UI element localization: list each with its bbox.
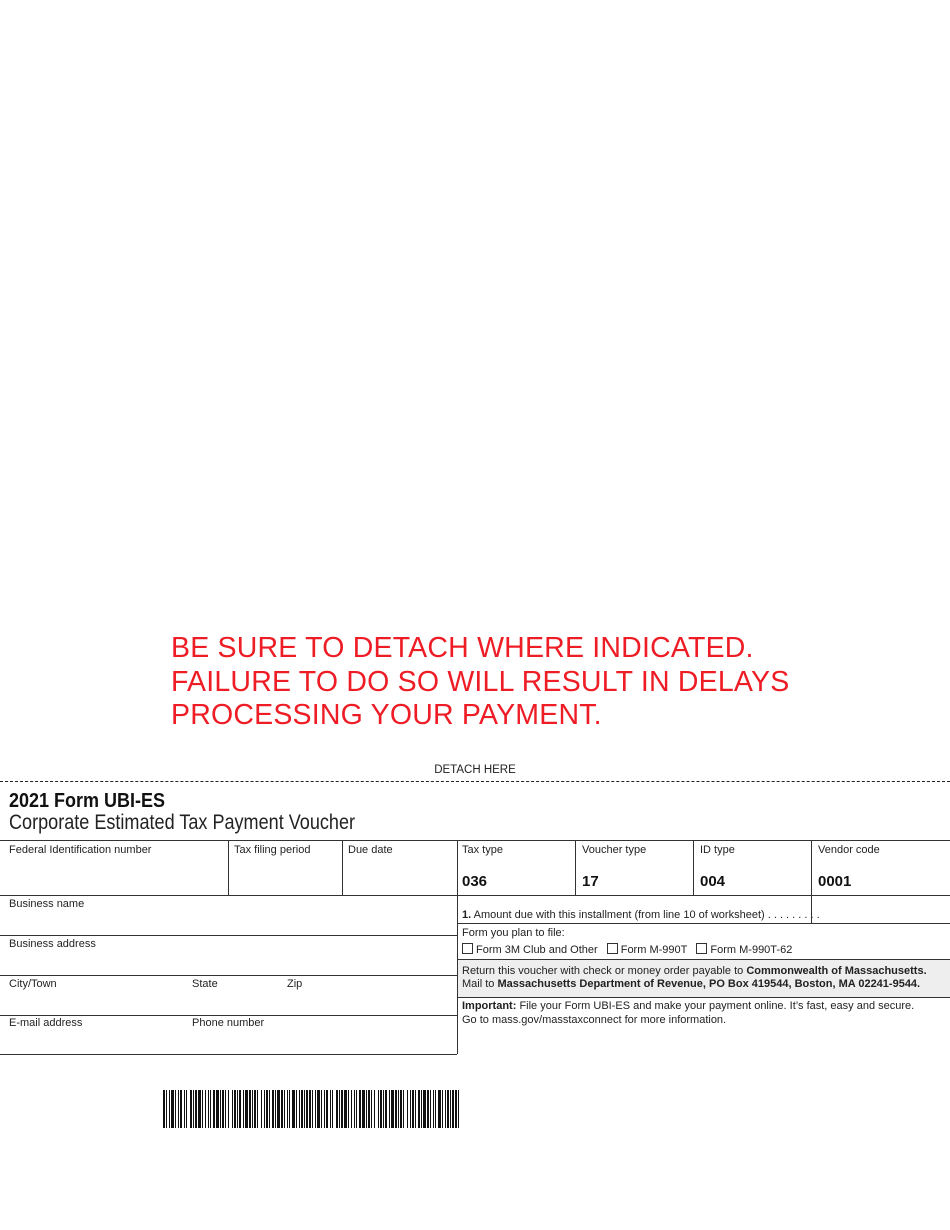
barcode-bar bbox=[266, 1090, 268, 1128]
tax-type-label: Tax type bbox=[462, 844, 503, 856]
tax-type-value: 036 bbox=[462, 873, 488, 890]
barcode-bar bbox=[344, 1090, 347, 1128]
barcode-bar bbox=[400, 1090, 402, 1128]
barcode-bar bbox=[213, 1090, 215, 1128]
form-subtitle: Corporate Estimated Tax Payment Voucher bbox=[9, 811, 356, 834]
barcode-bar bbox=[445, 1090, 446, 1128]
barcode-bar bbox=[391, 1090, 394, 1128]
payee-name: Commonwealth of Massachusetts. bbox=[746, 965, 927, 977]
barcode-bar bbox=[421, 1090, 422, 1128]
barcode-bar bbox=[383, 1090, 384, 1128]
barcode-bar bbox=[186, 1090, 187, 1128]
zip-label: Zip bbox=[287, 978, 303, 990]
state-label: State bbox=[192, 978, 218, 990]
barcode-bar bbox=[184, 1090, 185, 1128]
id-type-value: 004 bbox=[700, 873, 726, 890]
plan-to-file-options bbox=[462, 943, 798, 956]
barcode-bar bbox=[169, 1090, 170, 1128]
voucher-type-value: 17 bbox=[582, 873, 599, 890]
barcode-bar bbox=[205, 1090, 206, 1128]
barcode-bar bbox=[222, 1090, 224, 1128]
barcode-bar bbox=[309, 1090, 311, 1128]
barcode-bar bbox=[410, 1090, 411, 1128]
barcode-bar bbox=[269, 1090, 270, 1128]
barcode-bar bbox=[277, 1090, 280, 1128]
barcode-bar bbox=[249, 1090, 251, 1128]
barcode-bar bbox=[403, 1090, 404, 1128]
option-m-990t[interactable] bbox=[607, 944, 688, 956]
mailing-line-1 bbox=[462, 965, 927, 977]
barcode-bar bbox=[306, 1090, 308, 1128]
barcode-bar bbox=[195, 1090, 197, 1128]
vendor-code-value: 0001 bbox=[818, 873, 852, 890]
barcode-bar bbox=[385, 1090, 387, 1128]
vendor-code-label: Vendor code bbox=[818, 844, 880, 856]
barcode-bar bbox=[315, 1090, 316, 1128]
mailing-address: Massachusetts Department of Revenue, PO Box 419544, Boston, MA 02241-9544. bbox=[497, 978, 921, 990]
barcode-bar bbox=[257, 1090, 258, 1128]
barcode-bar bbox=[359, 1090, 361, 1128]
amount-due-label: Amount due with this installment (from line 10 of worksheet) . . . . . . . . . bbox=[473, 909, 820, 921]
barcode-bar bbox=[351, 1090, 352, 1128]
detach-warning bbox=[171, 632, 789, 733]
id-type-label: ID type bbox=[700, 844, 735, 856]
detach-dashed-line bbox=[0, 781, 950, 782]
barcode-bar bbox=[178, 1090, 179, 1128]
barcode-bar bbox=[261, 1090, 262, 1128]
barcode-bar bbox=[281, 1090, 283, 1128]
barcode-bar bbox=[252, 1090, 253, 1128]
barcode-bar bbox=[296, 1090, 297, 1128]
barcode-bar bbox=[435, 1090, 436, 1128]
barcode-bar bbox=[292, 1090, 295, 1128]
plan-to-file-label: Form you plan to file: bbox=[462, 927, 565, 939]
barcode-bar bbox=[407, 1090, 408, 1128]
barcode-bar bbox=[210, 1090, 211, 1128]
email-label: E-mail address bbox=[9, 1017, 83, 1029]
checkbox-m-990t-62[interactable] bbox=[696, 943, 707, 954]
barcode-bar bbox=[339, 1090, 340, 1128]
barcode-bar bbox=[427, 1090, 429, 1128]
barcode-bar bbox=[171, 1090, 174, 1128]
mailing-line-2-prefix: Mail to bbox=[462, 978, 498, 990]
barcode-bar bbox=[289, 1090, 290, 1128]
barcode-bar bbox=[193, 1090, 194, 1128]
barcode-bar bbox=[362, 1090, 365, 1128]
barcode-bar bbox=[341, 1090, 343, 1128]
barcode-bar bbox=[198, 1090, 201, 1128]
barcode-bar bbox=[412, 1090, 414, 1128]
barcode-bar bbox=[336, 1090, 338, 1128]
warning-line-1: BE SURE TO DETACH WHERE INDICATED. bbox=[171, 632, 754, 664]
barcode-bar bbox=[354, 1090, 355, 1128]
barcode-bar bbox=[380, 1090, 382, 1128]
barcode-bar bbox=[450, 1090, 451, 1128]
barcode-bar bbox=[321, 1090, 322, 1128]
tax-filing-period-label: Tax filing period bbox=[234, 844, 311, 856]
option-m-990t-62-label: Form M-990T-62 bbox=[710, 944, 793, 956]
barcode-bar bbox=[190, 1090, 192, 1128]
barcode-bar bbox=[418, 1090, 420, 1128]
barcode-bar bbox=[254, 1090, 256, 1128]
mailing-line-1-prefix: Return this voucher with check or money order payable to bbox=[462, 965, 747, 977]
checkbox-3m-club[interactable] bbox=[462, 943, 473, 954]
warning-line-2: FAILURE TO DO SO WILL RESULT IN DELAYS bbox=[171, 665, 790, 698]
checkbox-m-990t[interactable] bbox=[607, 943, 618, 954]
barcode-bar bbox=[284, 1090, 285, 1128]
barcode-bar bbox=[216, 1090, 219, 1128]
barcode-bar bbox=[442, 1090, 443, 1128]
barcode-bar bbox=[374, 1090, 375, 1128]
city-label: City/Town bbox=[9, 978, 57, 990]
barcode-bar bbox=[232, 1090, 233, 1128]
mailing-line-2 bbox=[462, 978, 920, 990]
barcode-bar bbox=[272, 1090, 274, 1128]
barcode-bar bbox=[228, 1090, 229, 1128]
amount-due-number: 1. bbox=[462, 909, 472, 921]
barcode-bar bbox=[389, 1090, 390, 1128]
barcode-bar bbox=[452, 1090, 454, 1128]
barcode-bar bbox=[287, 1090, 288, 1128]
barcode-bar bbox=[423, 1090, 426, 1128]
barcode-bar bbox=[415, 1090, 416, 1128]
barcode-bar bbox=[234, 1090, 236, 1128]
fein-label: Federal Identification number bbox=[9, 844, 152, 856]
barcode-bar bbox=[371, 1090, 372, 1128]
barcode-bar bbox=[455, 1090, 457, 1128]
barcode-bar bbox=[237, 1090, 238, 1128]
detach-here-label: DETACH HERE bbox=[434, 764, 516, 776]
important-label: Important: bbox=[462, 1000, 517, 1012]
barcode-bar bbox=[180, 1090, 182, 1128]
barcode-bar bbox=[301, 1090, 303, 1128]
barcode-bar bbox=[447, 1090, 449, 1128]
barcode-bar bbox=[378, 1090, 379, 1128]
barcode-bar bbox=[202, 1090, 203, 1128]
barcode-bar bbox=[220, 1090, 221, 1128]
barcode-bar bbox=[225, 1090, 226, 1128]
option-m-990t-62[interactable] bbox=[696, 944, 792, 956]
barcode-bar bbox=[175, 1090, 176, 1128]
important-line-1 bbox=[462, 1000, 914, 1012]
barcode-bar bbox=[312, 1090, 313, 1128]
business-address-label: Business address bbox=[9, 938, 96, 950]
barcode-bar bbox=[356, 1090, 357, 1128]
barcode-bar bbox=[304, 1090, 305, 1128]
barcode-bar bbox=[239, 1090, 241, 1128]
phone-label: Phone number bbox=[192, 1017, 265, 1029]
barcode-bar bbox=[332, 1090, 333, 1128]
barcode-bar bbox=[317, 1090, 320, 1128]
barcode-bar bbox=[245, 1090, 248, 1128]
due-date-label: Due date bbox=[348, 844, 393, 856]
form-title: 2021 Form UBI-ES bbox=[9, 790, 166, 812]
barcode-bar bbox=[398, 1090, 399, 1128]
barcode-bar bbox=[395, 1090, 397, 1128]
barcode-bar bbox=[366, 1090, 367, 1128]
barcode-bar bbox=[433, 1090, 434, 1128]
barcode-bar bbox=[458, 1090, 459, 1128]
barcode-bar bbox=[368, 1090, 370, 1128]
warning-line-3: PROCESSING YOUR PAYMENT. bbox=[171, 699, 602, 731]
option-m-990t-label: Form M-990T bbox=[620, 944, 688, 956]
option-3m-club-label: Form 3M Club and Other bbox=[476, 944, 598, 956]
barcode-bar bbox=[438, 1090, 441, 1128]
option-3m-club[interactable] bbox=[462, 944, 598, 956]
barcode-bar bbox=[430, 1090, 431, 1128]
barcode bbox=[163, 1090, 459, 1128]
barcode-bar bbox=[166, 1090, 167, 1128]
voucher-type-label: Voucher type bbox=[582, 844, 647, 856]
important-text: File your Form UBI-ES and make your payment online. It’s fast, easy and secure. bbox=[516, 1000, 915, 1012]
barcode-bar bbox=[326, 1090, 328, 1128]
barcode-bar bbox=[330, 1090, 331, 1128]
important-line-2: Go to mass.gov/masstaxconnect for more information. bbox=[462, 1014, 727, 1026]
amount-due-line bbox=[462, 909, 820, 921]
barcode-bar bbox=[299, 1090, 300, 1128]
barcode-bar bbox=[208, 1090, 209, 1128]
business-name-label: Business name bbox=[9, 898, 85, 910]
barcode-bar bbox=[264, 1090, 265, 1128]
barcode-bar bbox=[163, 1090, 165, 1128]
barcode-bar bbox=[348, 1090, 349, 1128]
barcode-bar bbox=[324, 1090, 325, 1128]
barcode-bar bbox=[243, 1090, 244, 1128]
barcode-bar bbox=[275, 1090, 276, 1128]
